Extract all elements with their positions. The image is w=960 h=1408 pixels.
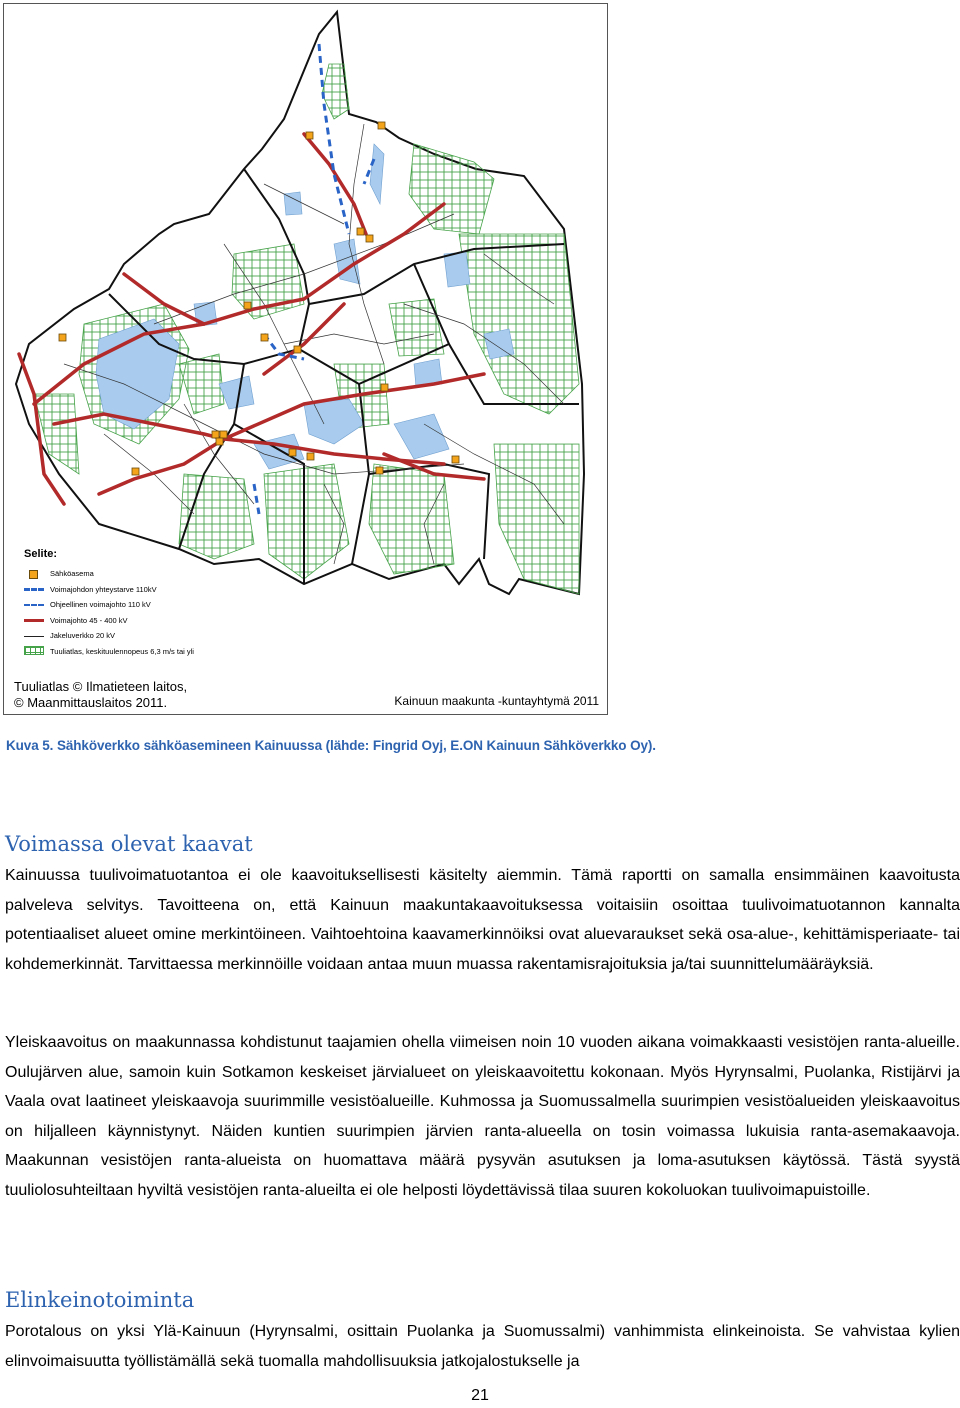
legend-label: Ohjeellinen voimajohto 110 kV [50, 600, 151, 610]
legend-title: Selite: [24, 548, 58, 560]
legend-item-power-line [24, 613, 224, 629]
legend-label: Voimajohto 45 - 400 kV [50, 615, 128, 625]
legend-item-connection-need [24, 582, 224, 598]
map-credit-left [14, 679, 187, 711]
dashed-line-icon [24, 584, 46, 594]
legend-item-wind-atlas [24, 644, 224, 660]
map-credit-right: Kainuun maakunta -kuntayhtymä 2011 [394, 694, 599, 708]
section-heading: Voimassa olevat kaavat [5, 832, 253, 856]
dashed-line-icon [24, 600, 46, 610]
credit-line: © Maanmittauslaitos 2011. [14, 695, 168, 710]
legend-label: Tuuliatlas, keskituulennopeus 6,3 m/s tai yli [50, 646, 194, 656]
legend-label: Voimajohdon yhteystarve 110kV [50, 584, 157, 594]
credit-line: Tuuliatlas © Ilmatieteen laitos, [14, 679, 188, 694]
paragraph: Porotalous on yksi Ylä-Kainuun (Hyrynsalmi, osittain Puolanka ja Suomussalmi) vanhimmista elinkeinoista. Se vahvistaa kylien elinvoimaisuutta työllistämällä sekä tuomalla mahdollisuuksia jatkojalostukselle ja [5, 1323, 960, 1370]
section-heading: Elinkeinotoiminta [5, 1288, 195, 1312]
map-legend [24, 548, 224, 659]
paragraph: Yleiskaavoitus on maakunnassa kohdistunut taajamien ohella viimeisen noin 10 vuoden aikana voimakkaasti vesistöjen ranta-alueille. Oulujärven alue, samoin kuin Sotkamon keskeiset järvialueet on yleiskaavoitettu kokonaan. Myös Hyrynsalmi, Puolanka, Ristijärvi ja Vaala ovat laatineet yleiskaavoja suurimmille vesistöalueille. Kuhmossa ja Suomussalmella suurimpien vesistöalueiden yleiskaavoitus on hiljalleen käynnistynyt. Näiden kuntien suurimpien järvien ranta-alueella on tosin voimassa lukuisia ranta-asemakaavoja. Maakunnan vesistöjen ranta-alueista on huomattava määrä pysyvän asutuksen ja loma-asutuksen käytössä. Tästä syystä tuuliolosuhteiltaan hyviltä vesistöjen ranta-alueilta ei ole helposti löydettävissä tilaa suuren kokoluokan tuulivoimapuistoille. [5, 1034, 960, 1199]
line-icon [24, 615, 46, 625]
page-number: 21 [471, 1387, 489, 1404]
legend-item-substation [24, 566, 224, 582]
figure-caption: Kuva 5. Sähköverkko sähköasemineen Kainuussa (lähde: Fingrid Oyj, E.ON Kainuun Sähköverkko Oy). [6, 738, 656, 753]
grid-icon [24, 646, 46, 656]
legend-label: Jakeluverkko 20 kV [50, 631, 116, 641]
legend-label: Sähköasema [50, 569, 94, 579]
legend-item-distribution [24, 628, 224, 644]
map-figure [3, 3, 608, 715]
legend-item-planned-line [24, 597, 224, 613]
substation-icon [24, 569, 46, 579]
paragraph: Kainuussa tuulivoimatuotantoa ei ole kaavoituksellisesti käsitelty aiemmin. Tämä raportti on samalla ensimmäinen kaavoitusta palveleva selvitys. Tavoitteena on, että Kainuun maakuntakaavoituksessa voitaisiin osoittaa tuulivoimatuotannon kannalta potentiaaliset alueet omine merkintöineen. Vaihtoehtoina kaavamerkinnöiksi ovat aluevaraukset sekä osa-alue-, kehittämisperiaate- tai kohdemerkinnät. Tarvittaessa merkinnöille voidaan antaa muun muassa rakentamisrajoituksia ja/tai suunnittelumääräyksiä. [5, 867, 960, 973]
line-icon [24, 631, 46, 641]
